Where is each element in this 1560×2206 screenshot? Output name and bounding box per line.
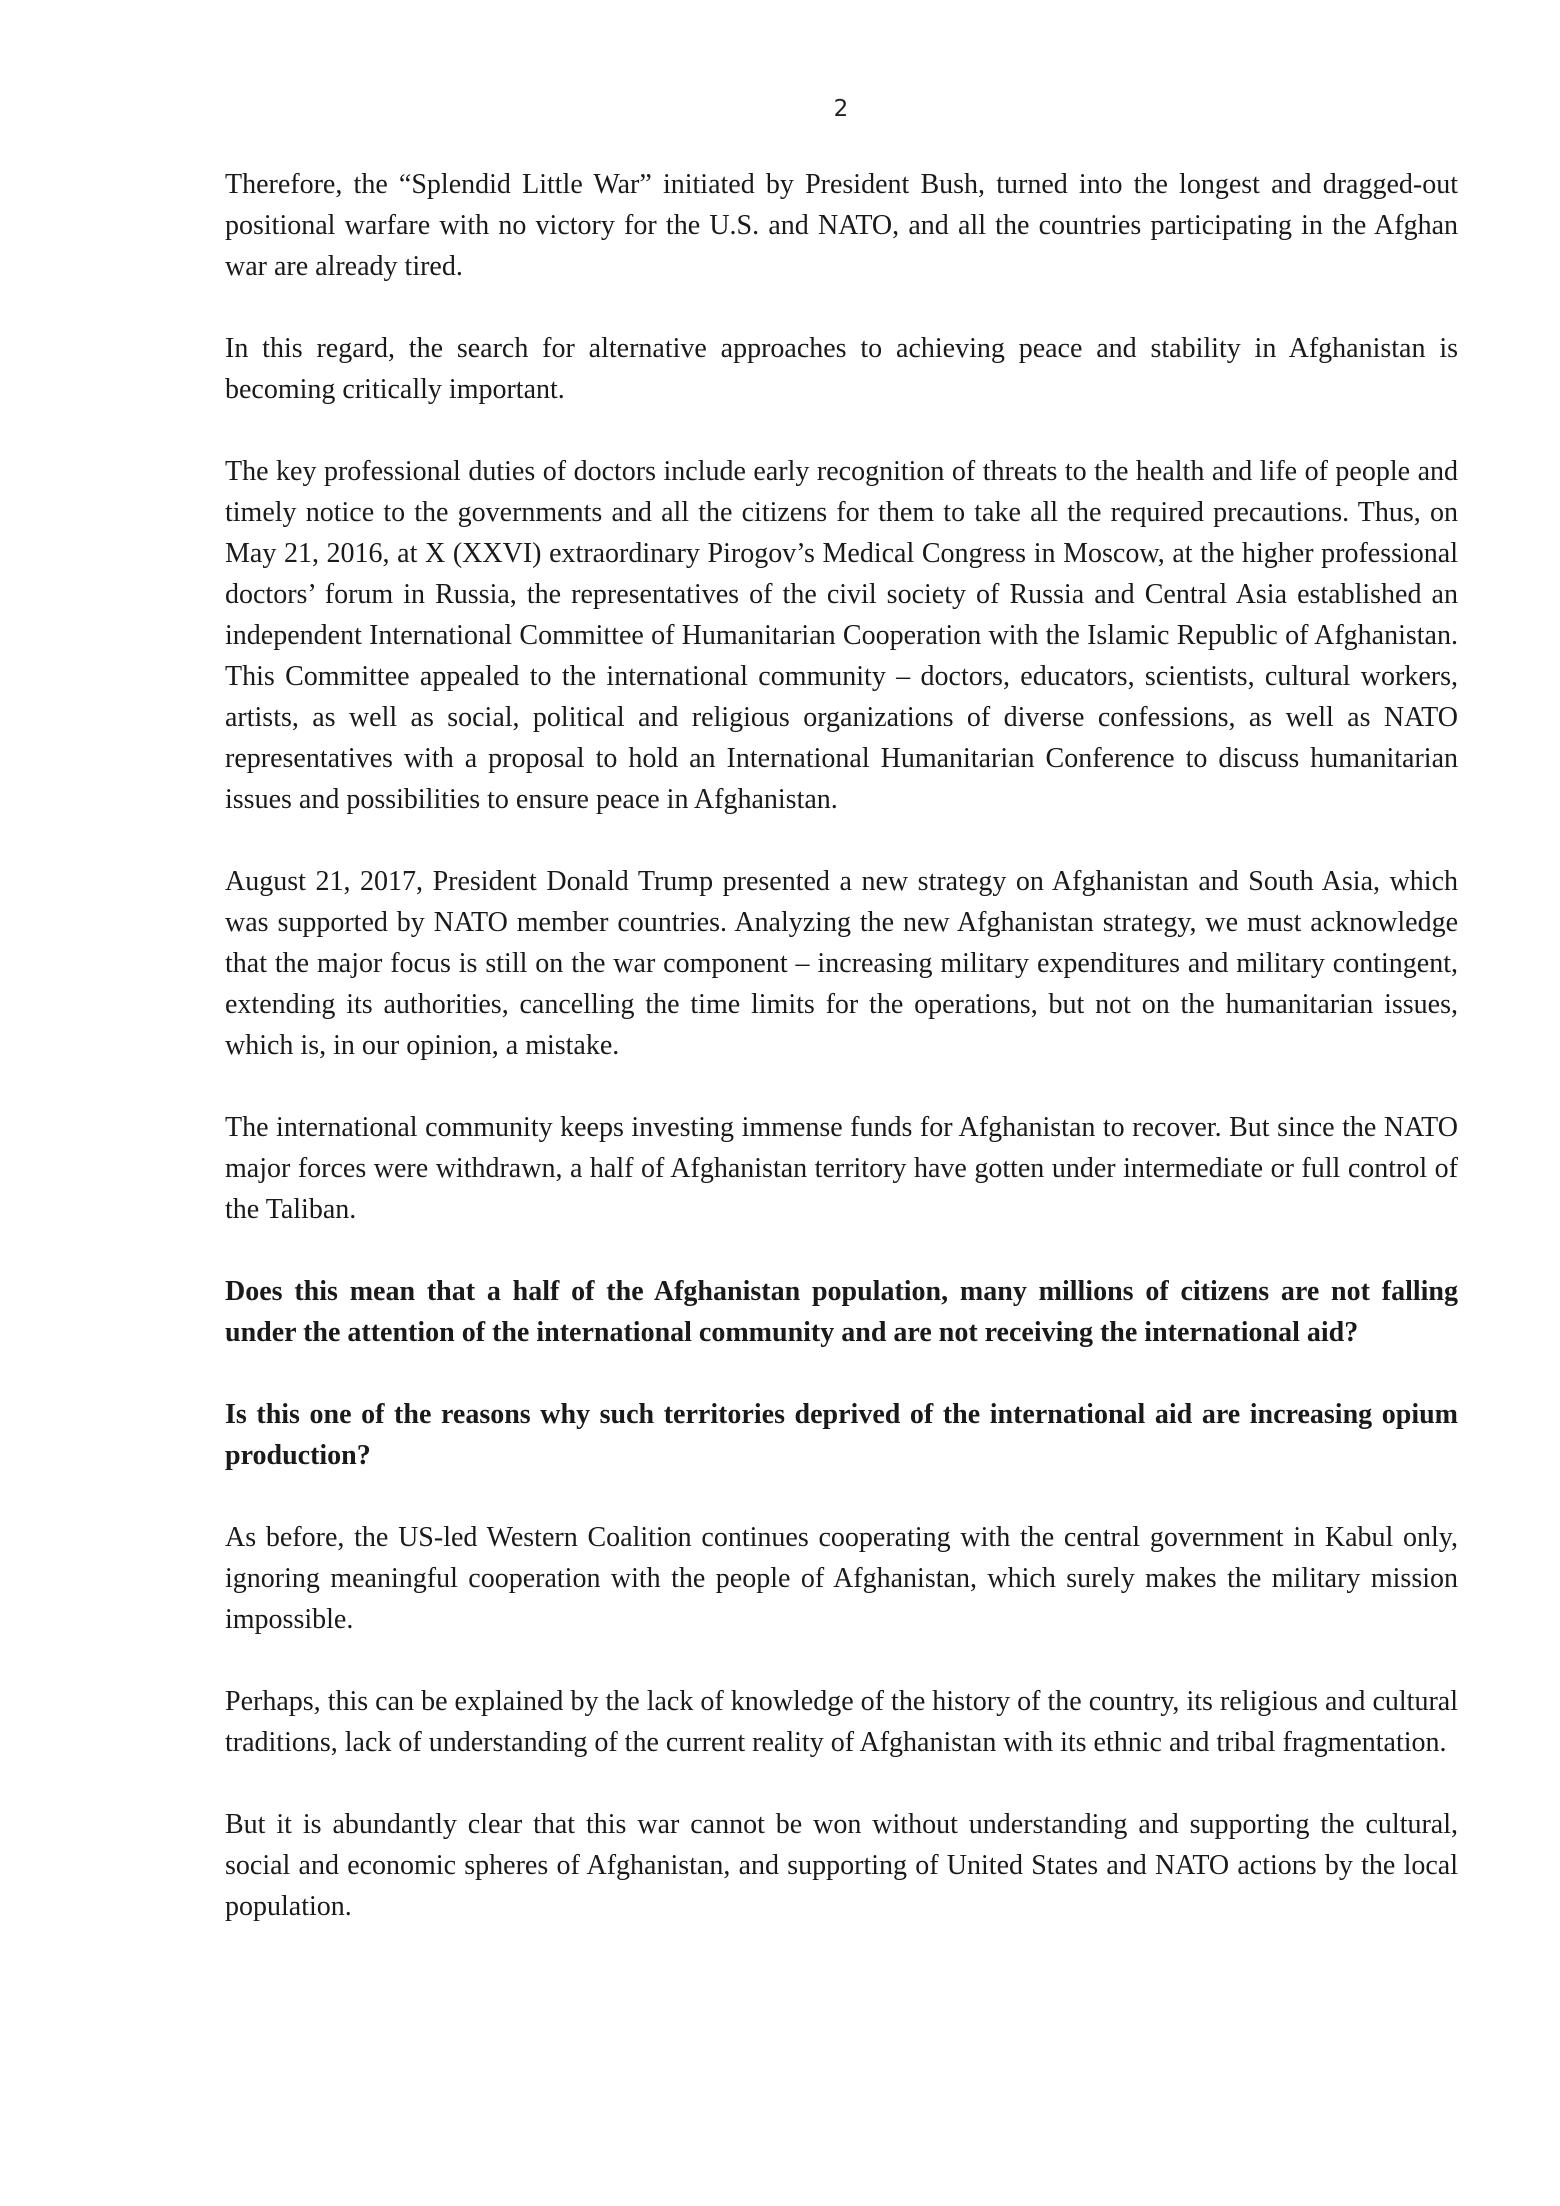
paragraph-cannot-be-won: But it is abundantly clear that this war cannot be won without understanding and supporting the cultural, social and economic spheres of Afghanistan, and supporting of United States and NATO actions by the local population. bbox=[225, 1809, 1458, 1922]
question-opium-production: Is this one of the reasons why such territories deprived of the international aid are increasing opium production? bbox=[225, 1399, 1458, 1471]
paragraph-doctors-duties: The key professional duties of doctors include early recognition of threats to the health and life of people and timely notice to the governments and all the citizens for them to take all the required precautions. Thus, on May 21, 2016, at X (XXVI) extraordinary Pirogov’s Medical Congress in Moscow, at the higher professional doctors’ forum in Russia, the representatives of the civil society of Russia and Central Asia established an independent International Committee of Humanitarian Cooperation with the Islamic Republic of Afghanistan. This Committee appealed to the international community – doctors, educators, scientists, cultural workers, artists, as well as social, political and religious organizations of diverse confessions, as well as NATO representatives with a proposal to hold an International Humanitarian Conference to discuss humanitarian issues and possibilities to ensure peace in Afghanistan. bbox=[225, 456, 1458, 815]
paragraph-splendid-little-war: Therefore, the “Splendid Little War” initiated by President Bush, turned into the longest and dragged-out positional warfare with no victory for the U.S. and NATO, and all the countries participating in the Afghan war are already tired. bbox=[225, 169, 1458, 282]
paragraph-western-coalition: As before, the US-led Western Coalition continues cooperating with the central government in Kabul only, ignoring meaningful cooperation with the people of Afghanistan, which surely makes the military mission impossible. bbox=[225, 1522, 1458, 1635]
paragraph-lack-of-knowledge: Perhaps, this can be explained by the lack of knowledge of the history of the country, its religious and cultural traditions, lack of understanding of the current reality of Afghanistan with its ethnic and tribal fragmentation. bbox=[225, 1686, 1458, 1758]
paragraph-trump-strategy: August 21, 2017, President Donald Trump presented a new strategy on Afghanistan and South Asia, which was supported by NATO member countries. Analyzing the new Afghanistan strategy, we must acknowledge that the major focus is still on the war component – increasing military expenditures and military contingent, extending its authorities, cancelling the time limits for the operations, but not on the humanitarian issues, which is, in our opinion, a mistake. bbox=[225, 866, 1458, 1061]
question-population-aid: Does this mean that a half of the Afghanistan population, many millions of citizens are not falling under the attention of the international community and are not receiving the international aid? bbox=[225, 1276, 1458, 1348]
paragraph-alternative-approaches: In this regard, the search for alternative approaches to achieving peace and stability in Afghanistan is becoming critically important. bbox=[225, 333, 1458, 405]
page-number: 2 bbox=[833, 96, 849, 122]
document-body bbox=[225, 164, 1458, 1968]
paragraph-international-funds: The international community keeps investing immense funds for Afghanistan to recover. But since the NATO major forces were withdrawn, a half of Afghanistan territory have gotten under intermediate or full control of the Taliban. bbox=[225, 1112, 1458, 1225]
